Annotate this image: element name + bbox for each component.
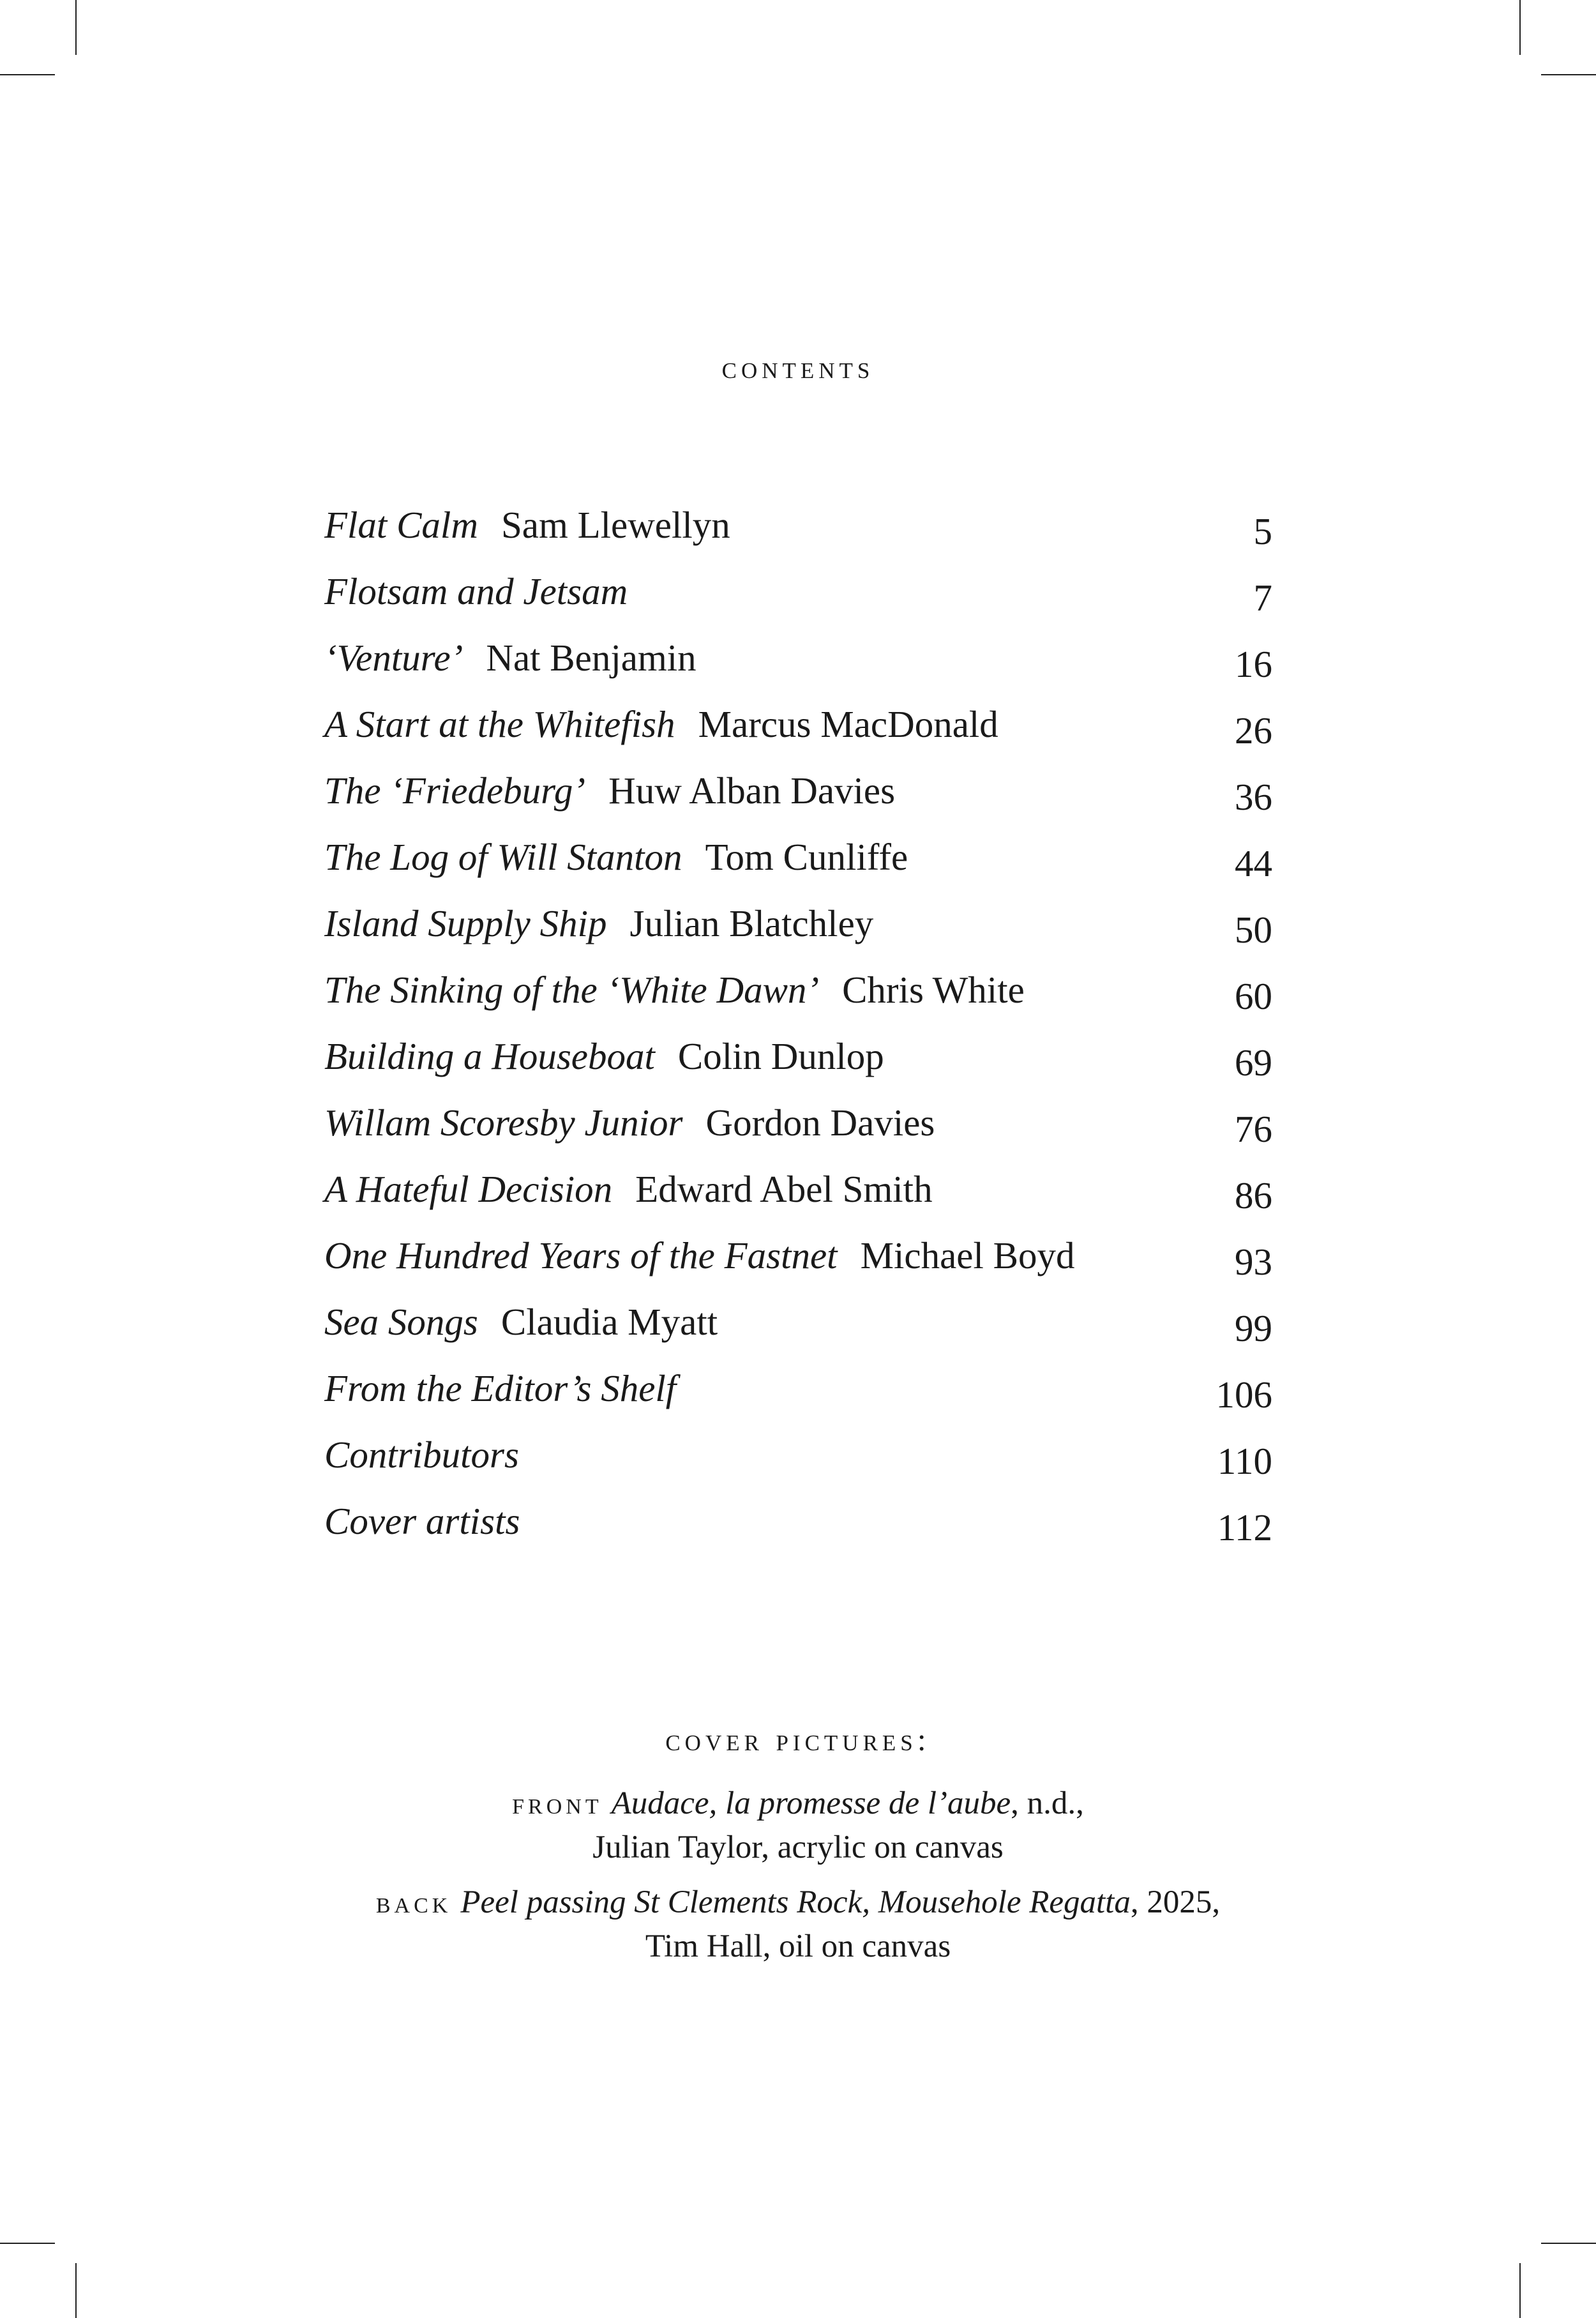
toc-entry: [324, 830, 1272, 897]
toc-entry: [324, 498, 1272, 564]
toc-entry: [324, 1428, 1272, 1494]
toc-entry-page: 44: [1235, 842, 1272, 884]
toc-entry-title: A Start at the Whitefish: [324, 703, 675, 745]
toc-entry-title: Island Supply Ship: [324, 902, 607, 944]
toc-entry-author: Colin Dunlop: [677, 1035, 884, 1077]
toc-entry-page: 7: [1253, 577, 1272, 619]
toc-entry-author: Claudia Myatt: [501, 1301, 718, 1343]
crop-mark-bottom-left-vertical: [75, 2263, 77, 2318]
toc-entry: [324, 963, 1272, 1029]
front-cover-credit: [0, 1782, 1596, 1869]
toc-entry-page: 36: [1235, 776, 1272, 818]
toc-entry: [324, 564, 1272, 631]
back-label: back: [375, 1886, 452, 1920]
crop-mark-top-left-vertical: [75, 0, 77, 55]
crop-mark-top-right-vertical: [1519, 0, 1521, 55]
back-artwork-date: , 2025,: [1130, 1884, 1221, 1920]
toc-entry: [324, 697, 1272, 764]
toc-entry-title: The Sinking of the ‘White Dawn’: [324, 969, 820, 1011]
toc-entry-title: Flat Calm: [324, 504, 478, 546]
toc-entry-title: The Log of Will Stanton: [324, 836, 682, 878]
toc-entry-page: 16: [1235, 643, 1272, 685]
toc-entry-page: 26: [1235, 709, 1272, 752]
front-artwork-title: Audace, la promesse de l’aube: [611, 1785, 1011, 1821]
toc-entry: [324, 1361, 1272, 1428]
crop-mark-bottom-right-vertical: [1519, 2263, 1521, 2318]
toc-entry-title: Willam Scoresby Junior: [324, 1102, 683, 1144]
toc-entry-page: 93: [1235, 1241, 1272, 1283]
toc-entry: [324, 1295, 1272, 1361]
toc-entry-page: 76: [1235, 1108, 1272, 1150]
toc-entry-page: 110: [1217, 1440, 1272, 1482]
toc-entry-page: 50: [1235, 909, 1272, 951]
crop-mark-bottom-right-horizontal: [1541, 2243, 1596, 2244]
toc-entry: [324, 1096, 1272, 1162]
back-artist-credit: Tim Hall, oil on canvas: [645, 1928, 951, 1964]
toc-entry-author: Sam Llewellyn: [501, 504, 730, 546]
toc-entry: [324, 764, 1272, 830]
toc-entry: [324, 631, 1272, 697]
toc-entry-author: Huw Alban Davies: [608, 769, 896, 812]
toc-entry-page: 69: [1235, 1042, 1272, 1084]
front-artwork-date: , n.d.,: [1011, 1785, 1084, 1821]
toc-entry-title: From the Editor’s Shelf: [324, 1367, 677, 1409]
crop-mark-top-left-horizontal: [0, 74, 55, 75]
toc-entry-title: Contributors: [324, 1434, 519, 1476]
table-of-contents: [324, 498, 1272, 1561]
toc-entry-page: 112: [1217, 1506, 1272, 1549]
toc-entry-page: 60: [1235, 975, 1272, 1017]
toc-entry-page: 5: [1253, 510, 1272, 552]
toc-entry-author: Julian Blatchley: [629, 902, 874, 944]
back-cover-credit-line-1: [0, 1881, 1596, 1925]
crop-mark-bottom-left-horizontal: [0, 2243, 55, 2244]
toc-entry-author: Chris White: [842, 969, 1025, 1011]
toc-entry-title: ‘Venture’: [324, 637, 463, 679]
toc-entry: [324, 1162, 1272, 1229]
back-cover-credit: [0, 1881, 1596, 1968]
toc-entry-author: Gordon Davies: [705, 1102, 935, 1144]
crop-mark-top-right-horizontal: [1541, 74, 1596, 75]
front-artist-credit: Julian Taylor, acrylic on canvas: [592, 1829, 1004, 1865]
toc-entry-author: Tom Cunliffe: [705, 836, 908, 878]
toc-entry-author: Marcus MacDonald: [698, 703, 998, 745]
toc-entry: [324, 1029, 1272, 1096]
toc-entry-title: Cover artists: [324, 1500, 520, 1542]
toc-entry-title: Building a Houseboat: [324, 1035, 655, 1077]
cover-pictures-heading: cover pictures:: [665, 1722, 931, 1757]
contents-heading: contents: [721, 349, 875, 385]
toc-entry: [324, 897, 1272, 963]
front-cover-credit-line-1: [0, 1782, 1596, 1826]
toc-entry-author: Edward Abel Smith: [635, 1168, 933, 1210]
toc-entry-title: Sea Songs: [324, 1301, 478, 1343]
toc-entry: [324, 1229, 1272, 1295]
back-artwork-title: Peel passing St Clements Rock, Mousehole Regatta: [460, 1884, 1131, 1920]
toc-entry-author: Michael Boyd: [860, 1234, 1075, 1276]
toc-entry-title: Flotsam and Jetsam: [324, 570, 628, 612]
toc-entry-title: One Hundred Years of the Fastnet: [324, 1234, 838, 1276]
toc-entry-title: A Hateful Decision: [324, 1168, 613, 1210]
toc-entry-page: 106: [1216, 1374, 1272, 1416]
toc-entry-author: Nat Benjamin: [486, 637, 696, 679]
toc-entry-title: The ‘Friedeburg’: [324, 769, 586, 812]
toc-entry-page: 86: [1235, 1174, 1272, 1216]
toc-entry: [324, 1494, 1272, 1561]
toc-entry-page: 99: [1235, 1307, 1272, 1349]
front-label: front: [512, 1787, 603, 1821]
